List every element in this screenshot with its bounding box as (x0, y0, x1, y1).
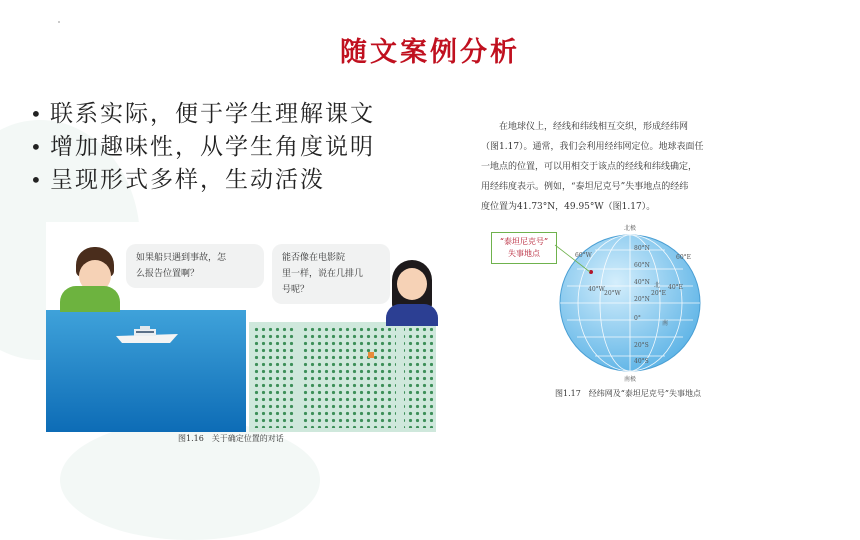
lat-label: 80°N (634, 245, 650, 252)
north-pole-label: 北极 (624, 225, 637, 232)
lon-label: 60°E (676, 254, 692, 261)
decorative-dot (58, 21, 60, 23)
lon-label: 20°W (604, 290, 621, 297)
passage-line: 一地点的位置，可以用相交于该点的经线和纬线确定， (481, 162, 698, 172)
lat-label: 40°N (634, 279, 650, 286)
callout-line: “泰坦尼克号” (499, 237, 549, 246)
lon-label: 40°W (588, 286, 605, 293)
bullet-item: • 联系实际，便于学生理解课文 (30, 98, 375, 131)
speech-line: 号呢？ (282, 285, 310, 295)
cinema-seats (253, 326, 433, 428)
lat-label: 20°N (634, 296, 650, 303)
lon-label: 40°E (668, 284, 684, 291)
slide-title: 随文案例分析 (340, 37, 520, 68)
lat-label: 60°N (634, 262, 650, 269)
shipwreck-callout (491, 232, 557, 264)
boy-figure (60, 286, 120, 312)
callout-line: 失事地点 (508, 249, 540, 258)
ship-icon (116, 326, 178, 344)
lat-label: 0° (634, 315, 641, 322)
lon-label: 60°W (575, 252, 592, 259)
callout-leader (550, 240, 600, 280)
highlighted-seat (368, 352, 374, 358)
speech-line: 么报告位置啊？ (136, 269, 200, 279)
passage-text (481, 117, 756, 217)
speech-line: 里一样，说在几排几 (282, 269, 364, 279)
aisle (295, 322, 303, 432)
bullet-item: • 增加趣味性，从学生角度说明 (30, 131, 375, 164)
passage-line: 在地球仪上，经线和纬线相互交织，形成经纬网 (499, 122, 689, 132)
aisle (396, 322, 404, 432)
speech-line: 如果船只遇到事故，怎 (136, 253, 227, 263)
figure-1-16 (46, 222, 436, 452)
passage-line: 度位置为41.73°N，49.95°W（图1.17）。 (481, 202, 656, 212)
girl-face (397, 268, 427, 300)
passage-line: （图1.17）。通常，我们会利用经纬网定位。地球表面任 (481, 142, 704, 152)
boy-speech-bubble (126, 244, 264, 288)
region-label: 南 (662, 320, 669, 327)
girl-figure (386, 304, 438, 326)
figure-caption: 图1.16 关于确定位置的对话 (178, 434, 284, 443)
girl-speech-bubble (272, 244, 390, 304)
lat-label: 20°S (634, 342, 649, 349)
south-pole-label: 南极 (624, 376, 637, 383)
region-label: 北 (654, 282, 661, 289)
lon-label: 20°E (651, 290, 667, 297)
bullet-item: • 呈现形式多样，生动活泼 (30, 164, 375, 197)
speech-line: 能否像在电影院 (282, 253, 346, 263)
figure-caption: 图1.17 经纬网及“泰坦尼克号”失事地点 (555, 389, 701, 398)
bullet-list (30, 98, 375, 197)
passage-line: 用经纬度表示。例如，“泰坦尼克号”失事地点的经纬 (481, 182, 689, 192)
lat-label: 40°S (634, 358, 649, 365)
